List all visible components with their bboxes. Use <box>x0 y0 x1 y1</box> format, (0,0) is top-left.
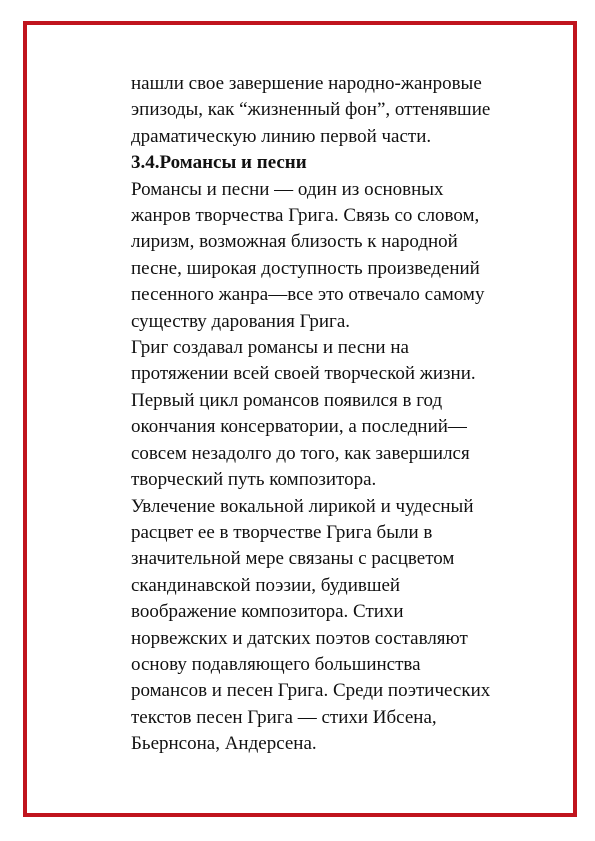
text-line: Увлечение вокальной лирикой и чудесный <box>131 495 474 517</box>
paragraph-poetry <box>131 494 551 758</box>
text-line: Романсы и песни — один из основных <box>131 178 444 200</box>
document-body <box>131 71 551 758</box>
text-line: норвежских и датских поэтов составляют <box>131 627 468 649</box>
paragraph-genres <box>131 177 551 335</box>
text-line: расцвет ее в творчестве Грига были в <box>131 521 433 543</box>
text-line: нашли свое завершение народно-жанровые <box>131 73 482 94</box>
text-line: эпизоды, как “жизненный фон”, оттенявшие <box>131 99 491 121</box>
text-line: воображение композитора. Стихи <box>131 601 404 623</box>
paragraph-lifetime <box>131 335 551 493</box>
text-line: существу дарования Грига. <box>131 310 351 332</box>
text-line: Бьернсона, Андерсена. <box>131 733 317 755</box>
text-line: протяжении всей своей творческой жизни. <box>131 363 476 385</box>
text-line: основу подавляющего большинства <box>131 653 421 675</box>
text-line: жанров творчества Грига. Связь со словом, <box>131 205 480 227</box>
text-line: песенного жанра—все это отвечало самому <box>131 284 485 306</box>
text-line: окончания консерватории, а последний— <box>131 416 467 438</box>
text-line: совсем незадолго до того, как завершился <box>131 442 470 464</box>
text-line: песне, широкая доступность произведений <box>131 257 480 279</box>
section-heading: 3.4.Романсы и песни <box>131 152 307 174</box>
text-line: творческий путь композитора. <box>131 469 377 491</box>
text-line: Первый цикл романсов появился в год <box>131 389 443 411</box>
intro-paragraph <box>131 71 551 150</box>
text-line: текстов песен Грига — стихи Ибсена, <box>131 706 437 728</box>
text-line: драматическую линию первой части. <box>131 125 432 147</box>
text-line: скандинавской поэзии, будившей <box>131 574 401 596</box>
text-line: романсов и песен Грига. Среди поэтических <box>131 680 491 702</box>
text-line: лиризм, возможная близость к народной <box>131 231 458 253</box>
text-line: Григ создавал романсы и песни на <box>131 337 409 359</box>
text-line: значительной мере связаны с расцветом <box>131 548 455 570</box>
